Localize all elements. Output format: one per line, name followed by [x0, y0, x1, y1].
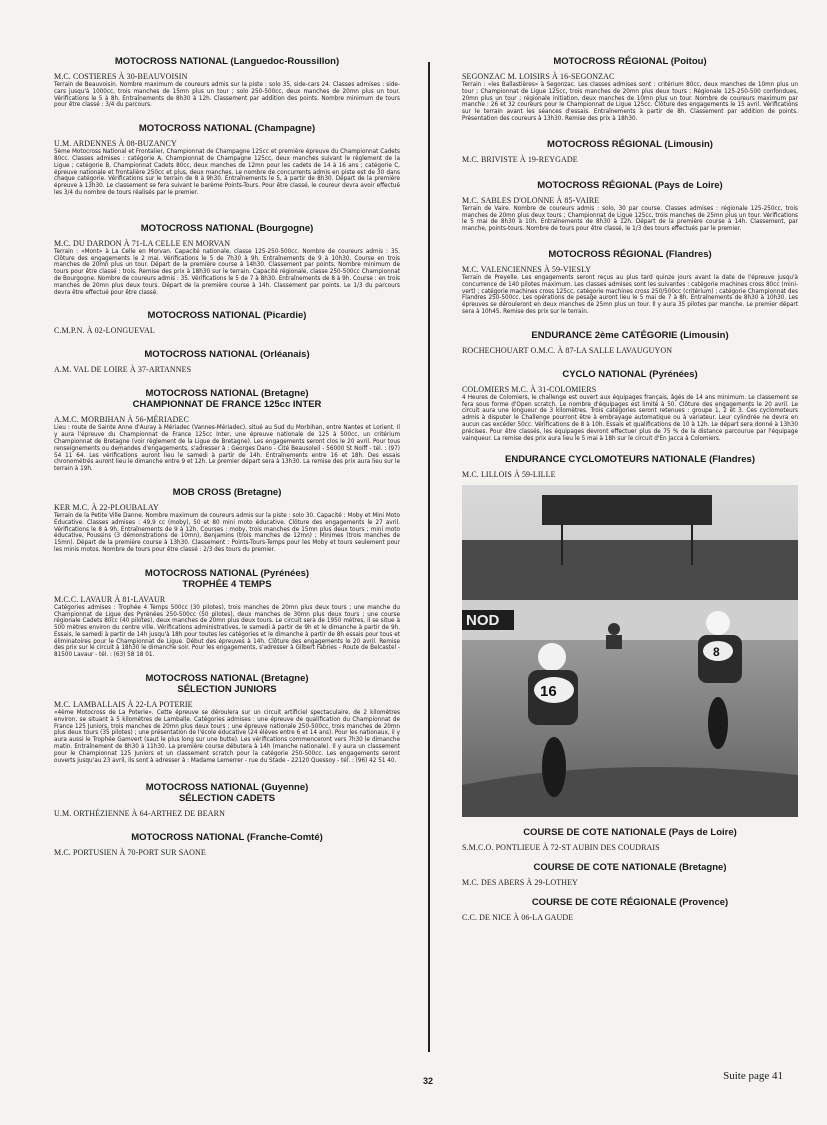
event-section [54, 568, 400, 659]
event-title: MOTOCROSS NATIONAL (Languedoc-Roussillon) [114, 56, 340, 67]
event-club: M.C. COSTIERES À 30-BEAUVOISIN [54, 72, 188, 81]
event-section [54, 56, 400, 109]
event-club: U.M. ARDENNES À 08-BUZANCY [54, 139, 177, 149]
event-description: 4 Heures de Colomiers, le challenge est ouvert aux équipages français, âgés de 14 ans minimum. Le classement se fera sous forme d'Open scratch. Le nombre d'équipages est limité à 50. Clôture des engagements le 20 avril. Le circuit aura une longueur de 3 kilomètres. Trois catégories seront retenues : groupe 1, 2 et 3. Ces cyclomoteurs admis à disputer le Challenge pourront être à embrayage automatique ou à variateur. Leur cylindrée ne devra en aucun cas excéder 50cc. Vérifications de 8 à 10h. Essais et qualifications de 10 à 12h. Le départ sera donné à 13h30 précises. Pour être classés, les équipages devront effectuer plus de 75 % de la distance parcourue par l'équipage vainqueur. La remise des prix aura lieu le 5 mai à 18h sur le circuit d'En Jacca à Colomiers. [462, 394, 798, 442]
column-divider [428, 62, 430, 1052]
right-column [462, 56, 798, 923]
event-section [54, 673, 400, 764]
event-section [462, 827, 798, 852]
event-section [54, 782, 400, 818]
event-section [54, 487, 400, 554]
page-number: 32 [422, 1076, 433, 1086]
event-description: 5ème Motocross National et Frontalier, Championnat de Champagne 125cc et première épreuve du Championnat Cadets 80cc. Classes admises : catégorie A, Championnat de Champagne 125cc, deux manches suivant le règlement de la Ligue ; catégorie B, Championnat Cadets 80cc, deux manches de 12mn pour les cadets de 14 à 16 ans ; catégorie C, épreuve nationale et frontalière 250cc et plus, deux manches. Le nombre de concurrents admis en piste est de 30 dans chaque catégorie. Vérifications sur le terrain de 8 à 9h30. Entraînements le 5, à partir de 8h30. Départ de la première épreuve à 13h30. Le classement se fera suivant le barème Points-Tours. Pour être classé, le coureur devra avoir effectué les 3/4 du nombre de tours réalisés par le premier. [54, 149, 400, 196]
event-section [54, 310, 400, 335]
event-title: MOTOCROSS NATIONAL (Orléanais) [144, 349, 310, 361]
event-club: M.C. BRIVISTE À 19-REYGADE [462, 154, 578, 164]
event-description: Lieu : route de Sainte Anne d'Auray à Mériadec (Vannes-Mériadec), situé au Sud du Morbihan, entre Nantes et Lorient. Il y aura l'épreuve du Championnat de France 125cc Inter, une épreuve nationale de 125 à 500cc, un critérium Championnat de Bretagne (voir règlement de la Ligue de Bretagne). Les engagements seront clos le 20 avril. Pour tous renseignements ou demandes d'engagements, s'adresser à : Georges Dano - Cité Beausoleil - 56000 St Noiff - tél. : (97) 54 11 64. Les vérifications auront lieu le samedi à partir de 14h. Entraînements entre 16 et 18h. Des essais chronométrés auront lieu le dimanche entre 9 et 12h. Le premier départ sera à 13h30. La remise des prix aura lieu sur le terrain à 19h. [54, 425, 400, 473]
event-title: ENDURANCE CYCLOMOTEURS NATIONALE (Flandres) [505, 454, 755, 466]
event-section [462, 897, 798, 922]
event-description: Catégories admises : Trophée 4 Temps 500cc (30 pilotes), trois manches de 20mn plus deux tours ; une manche du Championnat de Ligue des Pyrénées 250-500cc (50 pilotes), deux manches de 30mn plus deux tours ; une course régionale Cadets 80cc (40 pilotes), deux manches de 20mn plus deux tours. Le circuit sera de 1950 mètres, il se situe à 500 mètres environ du centre ville. Vérifications administratives, le samedi à partir de 9h et le dimanche à partir de 9h. Essais, le samedi à partir de 14h jusqu'à 18h pour toutes les catégories et le dimanche à partir de 8h essais pour tous et éliminatoires pour le Championnat de Ligue. Début des épreuves à 14h. Clôture des engagements le 20 avril. Remise des prix sur le circuit à 18h30 le dimanche soir. Pour les engagements, s'adresser à Gilbert Fabries - Route de Belcastel - 81500 Lavaur - tél. : (63) 58 18 01. [54, 604, 400, 659]
event-title: MOTOCROSS NATIONAL (Bourgogne) [140, 222, 314, 234]
event-section [54, 388, 400, 473]
event-club: M.C. LAMBALLAIS À 22-LA POTERIE [54, 700, 193, 710]
event-description: Terrain de Vaire. Nombre de coureurs admis : solo, 30 par course. Classes admises : régionale 125-250cc, trois manches de 20mn plus deux tours ; Championnat de Ligue 125cc, trois manches de 25mn plus un tour. Vérifications le 5 mai de 8h30 à 10h. Entraînements de 8h30 à 12h. Départ de la première course à 14h. Classement, par manche, points-tours. Nombre de tours pour être classé, le 1/3 des tours effectués par le premier. [462, 205, 798, 233]
event-description: «4ème Motocross de La Poterie». Cette épreuve se déroulera sur un circuit artificiel spectaculaire, de 2 kilomètres environ, se situant à 5 kilomètres de Lamballe. Catégories admises : une épreuve de qualification du Championnat de France 125 Juniors, trois manches de 20mn plus deux tours ; une épreuve nationale 250-500cc, trois manches de 20mn plus deux tours (35 pilotes) ; une présentation de l'école éducative (24 élèves entre 6 et 14 ans). Pour les nationaux, il y aura aussi le Trophée Gamvert (saut le plus long sur une butte). Les vérifications commenceront vers 7h30 le dimanche matin. Entraînement de 8h30 à 11h30. La première course débutera à 14h (manche nationale). Il y aura un classement pour le Championnat 125 Juniors et un classement scratch pour la catégorie 250-500cc. Les engagements seront ouverts jusqu'au 23 avril, ils sont à adresser à : Madame Lemerrer - rue du Stade - 22120 Quessoy - tél. : (96) 42 51 40. [54, 710, 400, 764]
event-title: COURSE DE COTE NATIONALE (Bretagne) [533, 862, 727, 874]
event-title: MOTOCROSS RÉGIONAL (Limousin) [547, 138, 713, 150]
event-club: M.C. DU DARDON À 71-LA CELLE EN MORVAN [54, 238, 231, 248]
event-club: M.C. DES ABERS À 29-LOTHEY [462, 878, 578, 888]
event-description: Terrain de la Petite Ville Danne. Nombre maximum de coureurs admis sur la piste : solo 30. Capacité : Moby et Mini Moto Éducative. Classes admises : 49,9 cc (moby), 50 et 80 mini moto éducative. Clôture des engagements le 27 avril. Vérifications le 8 à 9h. Entraînements de 9 à 12h. Courses : moby, trois manches de 15mn plus deux tours ; mini moto éducative, Poussins (3 démonstrations de 10mn), Benjamins (trois manches de 12mn) ; Minimes (trois manches de 15mn). Départ de la première course à 13h30. Classement : Points-Tours-Temps pour les Moby et tours seulement pour les minis motos. Nombre de tours pour être classé : 2/3 des tours du premier. [54, 512, 400, 553]
event-club: S.M.C.O. PONTLIEUE À 72-ST AUBIN DES COUDRAIS [462, 843, 660, 853]
event-title: MOTOCROSS NATIONAL (Guyenne) SÉLECTION CADETS [145, 782, 309, 805]
continued-note: Suite page 41 [723, 1070, 783, 1082]
event-description: Terrain de Beauvoisin. Nombre maximum de coureurs admis sur la piste : solo 35, side-cars 24. Classes admises : side-cars jusqu'à 1000cc, trois manches de 15mn plus un tour ; solo 250-500cc, deux manches de 20mn plus un tour. Vérifications le 5 à 8h. Entraînements de 8h30 à 12h. Classement par addition des points. Nombre minimum de tours pour être classé : 3/4 du parcours. [54, 82, 400, 109]
event-club: M.C.C. LAVAUR À 81-LAVAUR [54, 594, 166, 604]
event-club: C.C. DE NICE À 06-LA GAUDE [462, 913, 574, 923]
event-club: SEGONZAC M. LOISIRS À 16-SEGONZAC [462, 72, 615, 81]
event-section [54, 349, 400, 374]
event-description: Terrain : «les Ballastières» à Segonzac. Les classes admises sont : critérium 80cc, deux manches de 10mn plus un tour ; Championnat de Ligue 125cc, trois manches de 20mn plus deux tours ; Régionale 125-250-500 confondues, 20mn plus un tour ; régionale initiation, deux manches de 10mn plus un tour. Nombre de coureurs maximum par manche : 26 et 32 coureurs pour le Championnat de Ligue 125cc. Clôture des engagements le 15 avril. Vérifications sur le terrain avant les séances d'essais. Entraînements à partir de 8h. Classement par addition de points. Présentation des coureurs à 13h30. Remise des prix à 18h30. [462, 82, 798, 122]
event-section [462, 180, 798, 233]
rider-background [606, 623, 622, 649]
event-club: M.C. LILLOIS À 59-LILLE [462, 470, 556, 480]
event-club: M.C. PORTUSIEN À 70-PORT SUR SAONE [54, 848, 206, 858]
event-title: MOTOCROSS NATIONAL (Bretagne) CHAMPIONNAT DE FRANCE 125cc INTER [132, 388, 322, 411]
event-title: MOTOCROSS RÉGIONAL (Flandres) [548, 248, 712, 260]
event-section [54, 123, 400, 197]
race-photo [462, 485, 798, 817]
event-club: KER M.C. À 22-PLOUBALAY [54, 502, 159, 512]
event-title: COURSE DE COTE RÉGIONALE (Provence) [531, 897, 729, 909]
event-description: Terrain : «Mont» à La Celle en Morvan. Capacité nationale, classe 125-250-500cc. Nombre de coureurs admis : 35. Clôture des engagements le 2 mai. Vérifications le 5 de 7h30 à 9h. Entraînements de 9 à 10h30. Course en trois manches de 20mn plus un tour. Départ de la première course à 14h30. Classement par points. Nombre minimum de tours pour être classé : trois. Remise des prix à 18h30 sur le terrain. Capacité régionale, classe 250-500cc Championnat de Bourgogne. Nombre de coureurs admis : 35. Vérifications le 5 de 7 à 8h30. Entraînements de 8 à 9h. Course : en trois manches de 20mn plus deux tours. Départ de la première course à 14h. Classement par points. Le 1/3 du parcours devra être effectué pour être classé. [54, 248, 400, 296]
event-club: C.M.P.N. À 02-LONGUEVAL [54, 326, 155, 336]
race-photo-illustration [462, 485, 798, 817]
event-title: MOTOCROSS NATIONAL (Champagne) [138, 123, 316, 135]
event-section [462, 330, 798, 355]
event-club: U.M. ORTHÉZIENNE À 64-ARTHEZ DE BEARN [54, 809, 225, 819]
event-section [54, 832, 400, 857]
event-title: COURSE DE COTE NATIONALE (Pays de Loire) [523, 827, 737, 839]
event-club: A.M. VAL DE LOIRE À 37-ARTANNES [54, 365, 192, 375]
event-title: MOTOCROSS RÉGIONAL (Pays de Loire) [537, 179, 723, 191]
event-title: MOTOCROSS NATIONAL (Pyrénées) TROPHÉE 4 TEMPS [144, 567, 310, 590]
number-plate-left: 16 [540, 683, 557, 701]
number-plate-right: 8 [713, 645, 720, 660]
event-club: M.C. VALENCIENNES À 59-VIESLY [462, 264, 592, 274]
banner-text: NOD [466, 612, 500, 630]
event-title: MOTOCROSS NATIONAL (Franche-Comté) [131, 832, 323, 844]
event-club: M.C. SABLES D'OLONNE À 85-VAIRE [462, 195, 600, 205]
event-section [462, 862, 798, 887]
event-title: MOTOCROSS RÉGIONAL (Poitou) [553, 56, 707, 67]
event-club: COLOMIERS M.C. À 31-COLOMIERS [462, 384, 597, 394]
event-section [462, 454, 798, 479]
event-club: A.M.C. MORBIHAN À 56-MÉRIADEC [54, 415, 189, 425]
event-club: ROCHECHOUART O.M.C. À 87-LA SALLE LAVAUGUYON [462, 345, 673, 355]
event-title: MOTOCROSS NATIONAL (Bretagne) SÉLECTION JUNIORS [145, 673, 309, 696]
event-description: Terrain de Preyelle. Les engagements seront reçus au plus tard quinze jours avant la date de l'épreuve jusqu'à concurrence de 140 pilotes maximum. Les classes admises sont les suivantes : catégorie machines cross 80cc (mini-vert) ; catégorie machines cross 125cc, catégorie machines cross 250/500cc (critérium) ; catégorie Championnat des Flandres 250-500cc. Les opérations de pesage auront lieu le 5 mai de 7 à 8h. Entraînements de 8h30 à 10h30. Les épreuves se dérouleront en deux manches de 25mn plus un tour. Il y aura 35 pilotes par manche. Le premier départ sera à 10h45. Remise des prix sur le terrain. [462, 274, 798, 315]
event-section [462, 249, 798, 316]
event-section [462, 56, 798, 123]
event-title: MOB CROSS (Bretagne) [172, 486, 282, 498]
event-section [462, 139, 798, 164]
event-section [462, 369, 798, 443]
event-title: ENDURANCE 2ème CATÉGORIE (Limousin) [531, 329, 729, 341]
event-section [54, 223, 400, 297]
event-title: CYCLO NATIONAL (Pyrénées) [562, 368, 698, 380]
left-column [54, 56, 400, 858]
event-title: MOTOCROSS NATIONAL (Picardie) [147, 310, 307, 322]
